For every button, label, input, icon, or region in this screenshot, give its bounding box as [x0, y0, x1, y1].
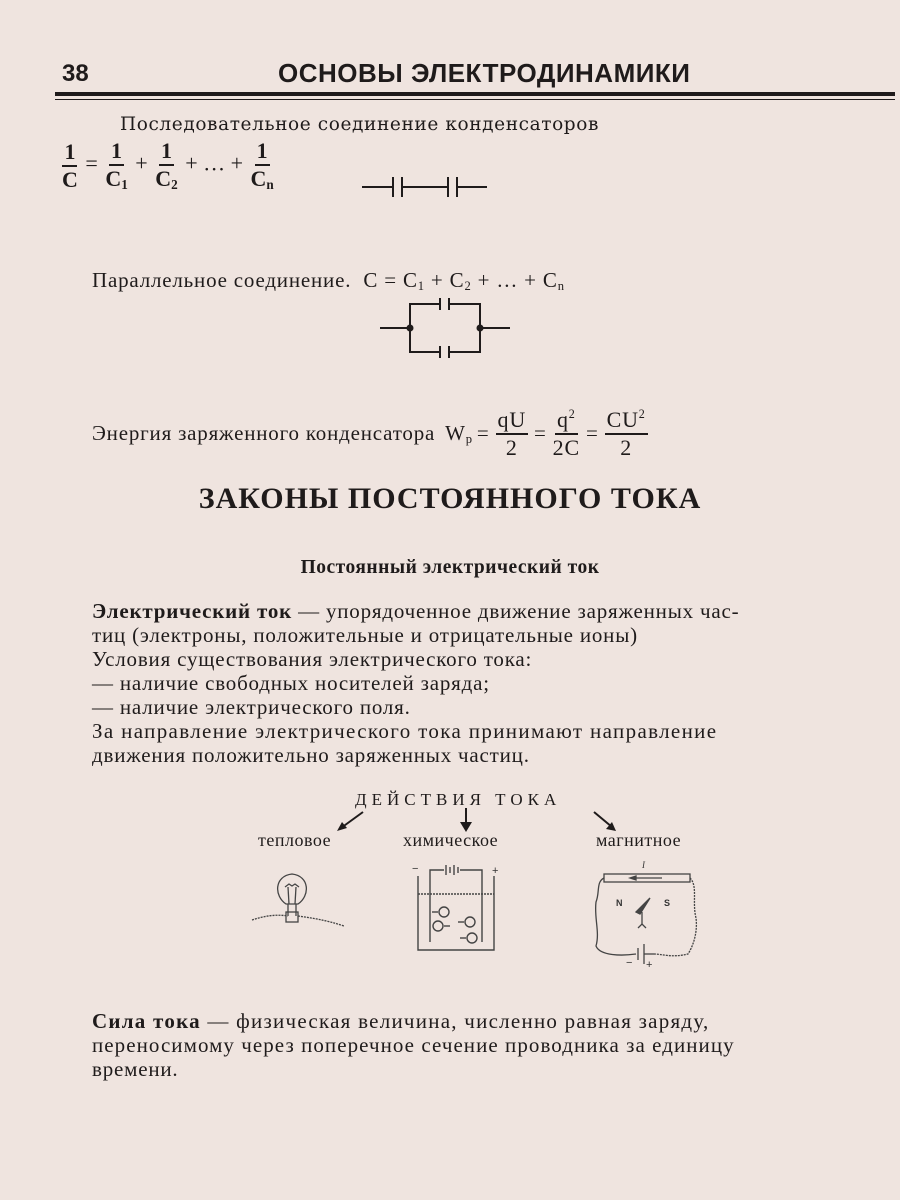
conditions-title: Условия существования электрического тока:: [92, 647, 533, 671]
arrow-down-right-icon: [592, 810, 618, 832]
arrow-down-left-icon: [335, 810, 365, 832]
section-title: Постоянный электрический ток: [300, 557, 600, 578]
energy-fraction-3: $\frac{CU^2}{2}$: [606, 407, 646, 460]
term-current-strength: Сила тока: [92, 1009, 201, 1033]
svg-text:S: S: [664, 898, 671, 908]
running-header-title: ОСНОВЫ ЭЛЕКТРОДИНАМИКИ: [278, 58, 691, 88]
condition-item: — наличие свободных носителей заряда;: [92, 671, 490, 695]
energy-fraction-1: $\frac{qU}{2}$: [497, 406, 527, 460]
header-rule-thick: [55, 92, 895, 96]
page-number: 38: [62, 60, 89, 87]
definition-line-2: тиц (электроны, положительные и отрицательные ионы): [92, 623, 638, 647]
action-label-chemical: химическое: [403, 830, 499, 850]
parallel-capacitors-schematic-icon: [380, 298, 512, 358]
fraction-term-1: $\frac{1}{C_1}$: [105, 138, 128, 192]
header-rule-thin: [55, 99, 895, 100]
arrow-down-icon: [459, 808, 473, 832]
fraction-term-2: $\frac{1}{C_2}$: [155, 138, 178, 192]
series-capacitors-schematic-icon: [362, 176, 492, 198]
svg-text:I: I: [642, 860, 645, 870]
condition-item: — наличие электрического поля.: [92, 695, 411, 719]
svg-text:+: +: [646, 959, 653, 971]
series-connection-label: Последовательное соединение конденсаторов: [120, 114, 600, 135]
chapter-title: ЗАКОНЫ ПОСТОЯННОГО ТОКА: [198, 482, 702, 515]
action-label-thermal: тепловое: [258, 830, 332, 850]
direction-line-2: движения положительно заряженных частиц.: [92, 743, 530, 767]
action-label-magnetic: магнитное: [596, 830, 682, 850]
current-strength-line-3: времени.: [92, 1057, 179, 1081]
series-formula: $\frac{1}{C}$ = $\frac{1}{C_1}$ + $\frac{1}{C_2}$ + … + $\frac{1}{C_n}$: [62, 138, 274, 192]
fraction-term-n: $\frac{1}{C_n}$: [250, 138, 274, 192]
compass-needle-circuit-icon: [592, 860, 698, 971]
svg-text:−: −: [626, 957, 633, 969]
capacitor-energy-line: Энергия заряженного конденсатора $W_p$ = $\frac{qU}{2}$ = $\frac{q^2}{2C}$ = $\frac{CU^2}{2}$: [92, 406, 646, 460]
svg-text:−: −: [412, 863, 419, 875]
direction-line-1: За направление электрического тока принимают направление: [92, 719, 718, 743]
parallel-connection-line: Параллельное соединение. $C = C_1 + C_2$ + … + $C_n$: [92, 268, 565, 293]
term-electric-current: Электрический ток: [92, 599, 293, 623]
fraction-lhs: $\frac{1}{C}$: [62, 138, 78, 192]
current-actions-title: ДЕЙСТВИЯ ТОКА: [355, 790, 562, 809]
current-strength-line-2: переносимому через поперечное сечение проводника за единицу: [92, 1033, 735, 1057]
svg-text:+: +: [492, 865, 499, 877]
energy-fraction-2: $\frac{q^2}{2C}$: [552, 407, 580, 460]
svg-text:N: N: [616, 898, 623, 908]
electrolysis-cell-icon: [412, 862, 502, 954]
current-strength-line-1: Сила тока — физическая величина, численно равная заряду,: [92, 1009, 710, 1033]
definition-line-1: Электрический ток — упорядоченное движение заряженных час-: [92, 599, 740, 623]
capacitor-energy-label: Энергия заряженного конденсатора: [92, 421, 436, 445]
parallel-connection-label: Параллельное соединение.: [92, 268, 352, 292]
light-bulb-icon: [252, 872, 352, 932]
